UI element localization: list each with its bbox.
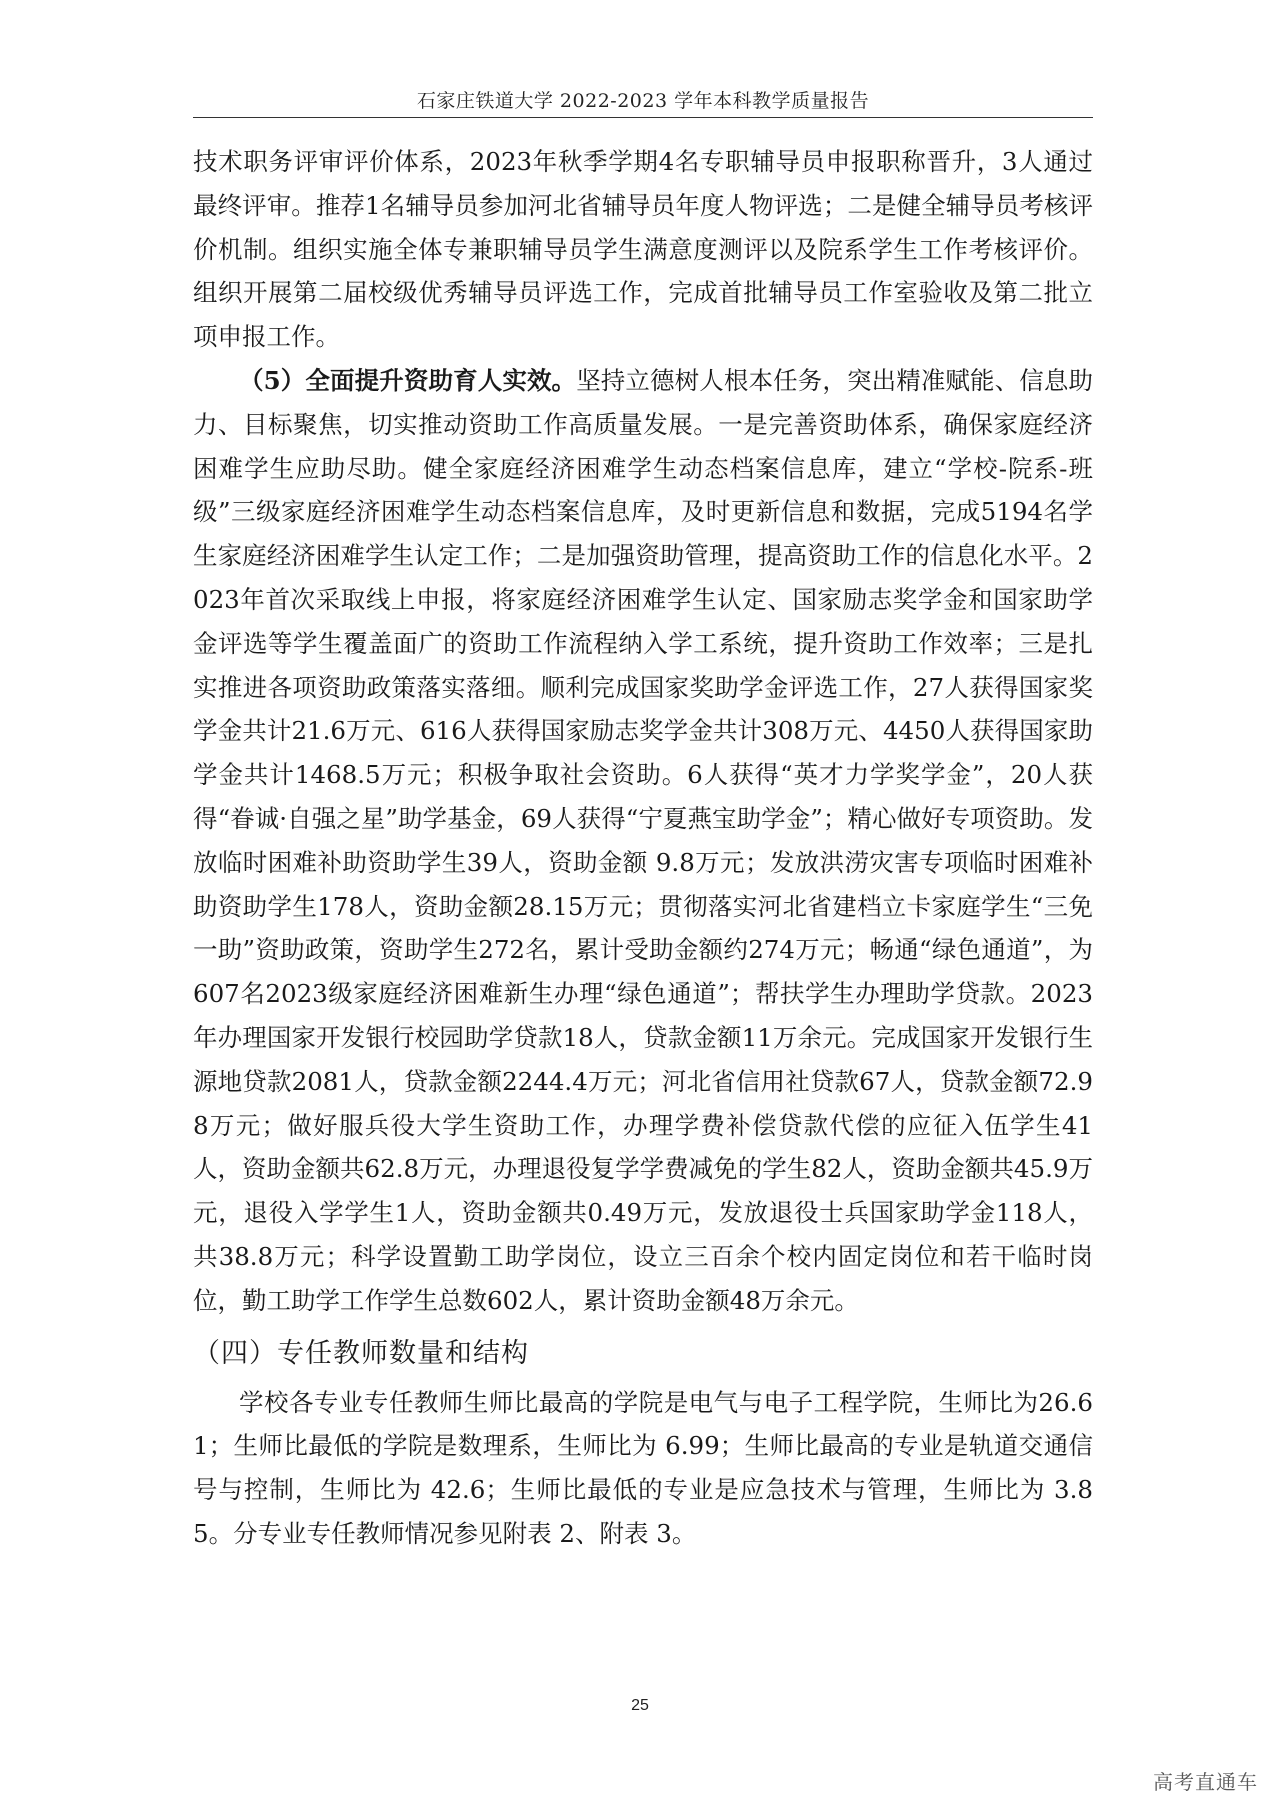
paragraph-financial-aid (193, 359, 1093, 1323)
header-divider (193, 117, 1093, 118)
section-heading-teacher-structure: （四）专任教师数量和结构 (193, 1337, 529, 1369)
document-body (193, 140, 1093, 1556)
paragraph-financial-aid-lead: （5）全面提升资助育人实效。 (239, 365, 577, 395)
paragraph-student-teacher-ratio: 学校各专业专任教师生师比最高的学院是电气与电子工程学院，生师比为26.61；生师比最低的学院是数理系，生师比为 6.99；生师比最高的专业是轨道交通信号与控制，生师比为 42.6；生师比最低的专业是应急技术与管理，生师比为 3.85。分专业专任教师情况参见附表 2、附表 3。 (193, 1387, 1093, 1548)
watermark-text: 高考直通车 (1153, 1770, 1258, 1794)
page-header: 石家庄铁道大学 2022-2023 学年本科教学质量报告 (416, 90, 870, 112)
paragraph-financial-aid-text: 坚持立德树人根本任务，突出精准赋能、信息助力、目标聚焦，切实推动资助工作高质量发展。一是完善资助体系，确保家庭经济困难学生应助尽助。健全家庭经济困难学生动态档案信息库，建立“学校-院系-班级”三级家庭经济困难学生动态档案信息库，及时更新信息和数据，完成5194名学生家庭经济困难学生认定工作；二是加强资助管理，提高资助工作的信息化水平。2023年首次采取线上申报，将家庭经济困难学生认定、国家励志奖学金和国家助学金评选等学生覆盖面广的资助工作流程纳入学工系统，提升资助工作效率；三是扎实推进各项资助政策落实落细。顺利完成国家奖助学金评选工作，27人获得国家奖学金共计21.6万元、616人获得国家励志奖学金共计308万元、4450人获得国家助学金共计1468.5万元；积极争取社会资助。6人获得“英才力学奖学金”，20人获得“眷诚·自强之星”助学基金，69人获得“宁夏燕宝助学金”；精心做好专项资助。发放临时困难补助资助学生39人，资助金额 9.8万元；发放洪涝灾害专项临时困难补助资助学生178人，资助金额28.15万元；贯彻落实河北省建档立卡家庭学生“三免一助”资助政策，资助学生272名，累计受助金额约274万元；畅通“绿色通道”，为607名2023级家庭经济困难新生办理“绿色通道”；帮扶学生办理助学贷款。2023年办理国家开发银行校园助学贷款18人，贷款金额11万余元。完成国家开发银行生源地贷款2081人，贷款金额2244.4万元；河北省信用社贷款67人，贷款金额72.98万元；做好服兵役大学生资助工作，办理学费补偿贷款代偿的应征入伍学生41人，资助金额共62.8万元，办理退役复学学费减免的学生82人，资助金额共45.9万元，退役入学学生1人，资助金额共0.49万元，发放退役士兵国家助学金118人，共38.8万元；科学设置勤工助学岗位，设立三百余个校内固定岗位和若干临时岗位，勤工助学工作学生总数602人，累计资助金额48万余元。 (193, 365, 1094, 1315)
page-number: 25 (631, 1697, 649, 1714)
paragraph-counselor-evaluation: 技术职务评审评价体系，2023年秋季学期4名专职辅导员申报职称晋升，3人通过最终评审。推荐1名辅导员参加河北省辅导员年度人物评选；二是健全辅导员考核评价机制。组织实施全体专兼职辅导员学生满意度测评以及院系学生工作考核评价。组织开展第二届校级优秀辅导员评选工作，完成首批辅导员工作室验收及第二批立项申报工作。 (193, 147, 1093, 352)
